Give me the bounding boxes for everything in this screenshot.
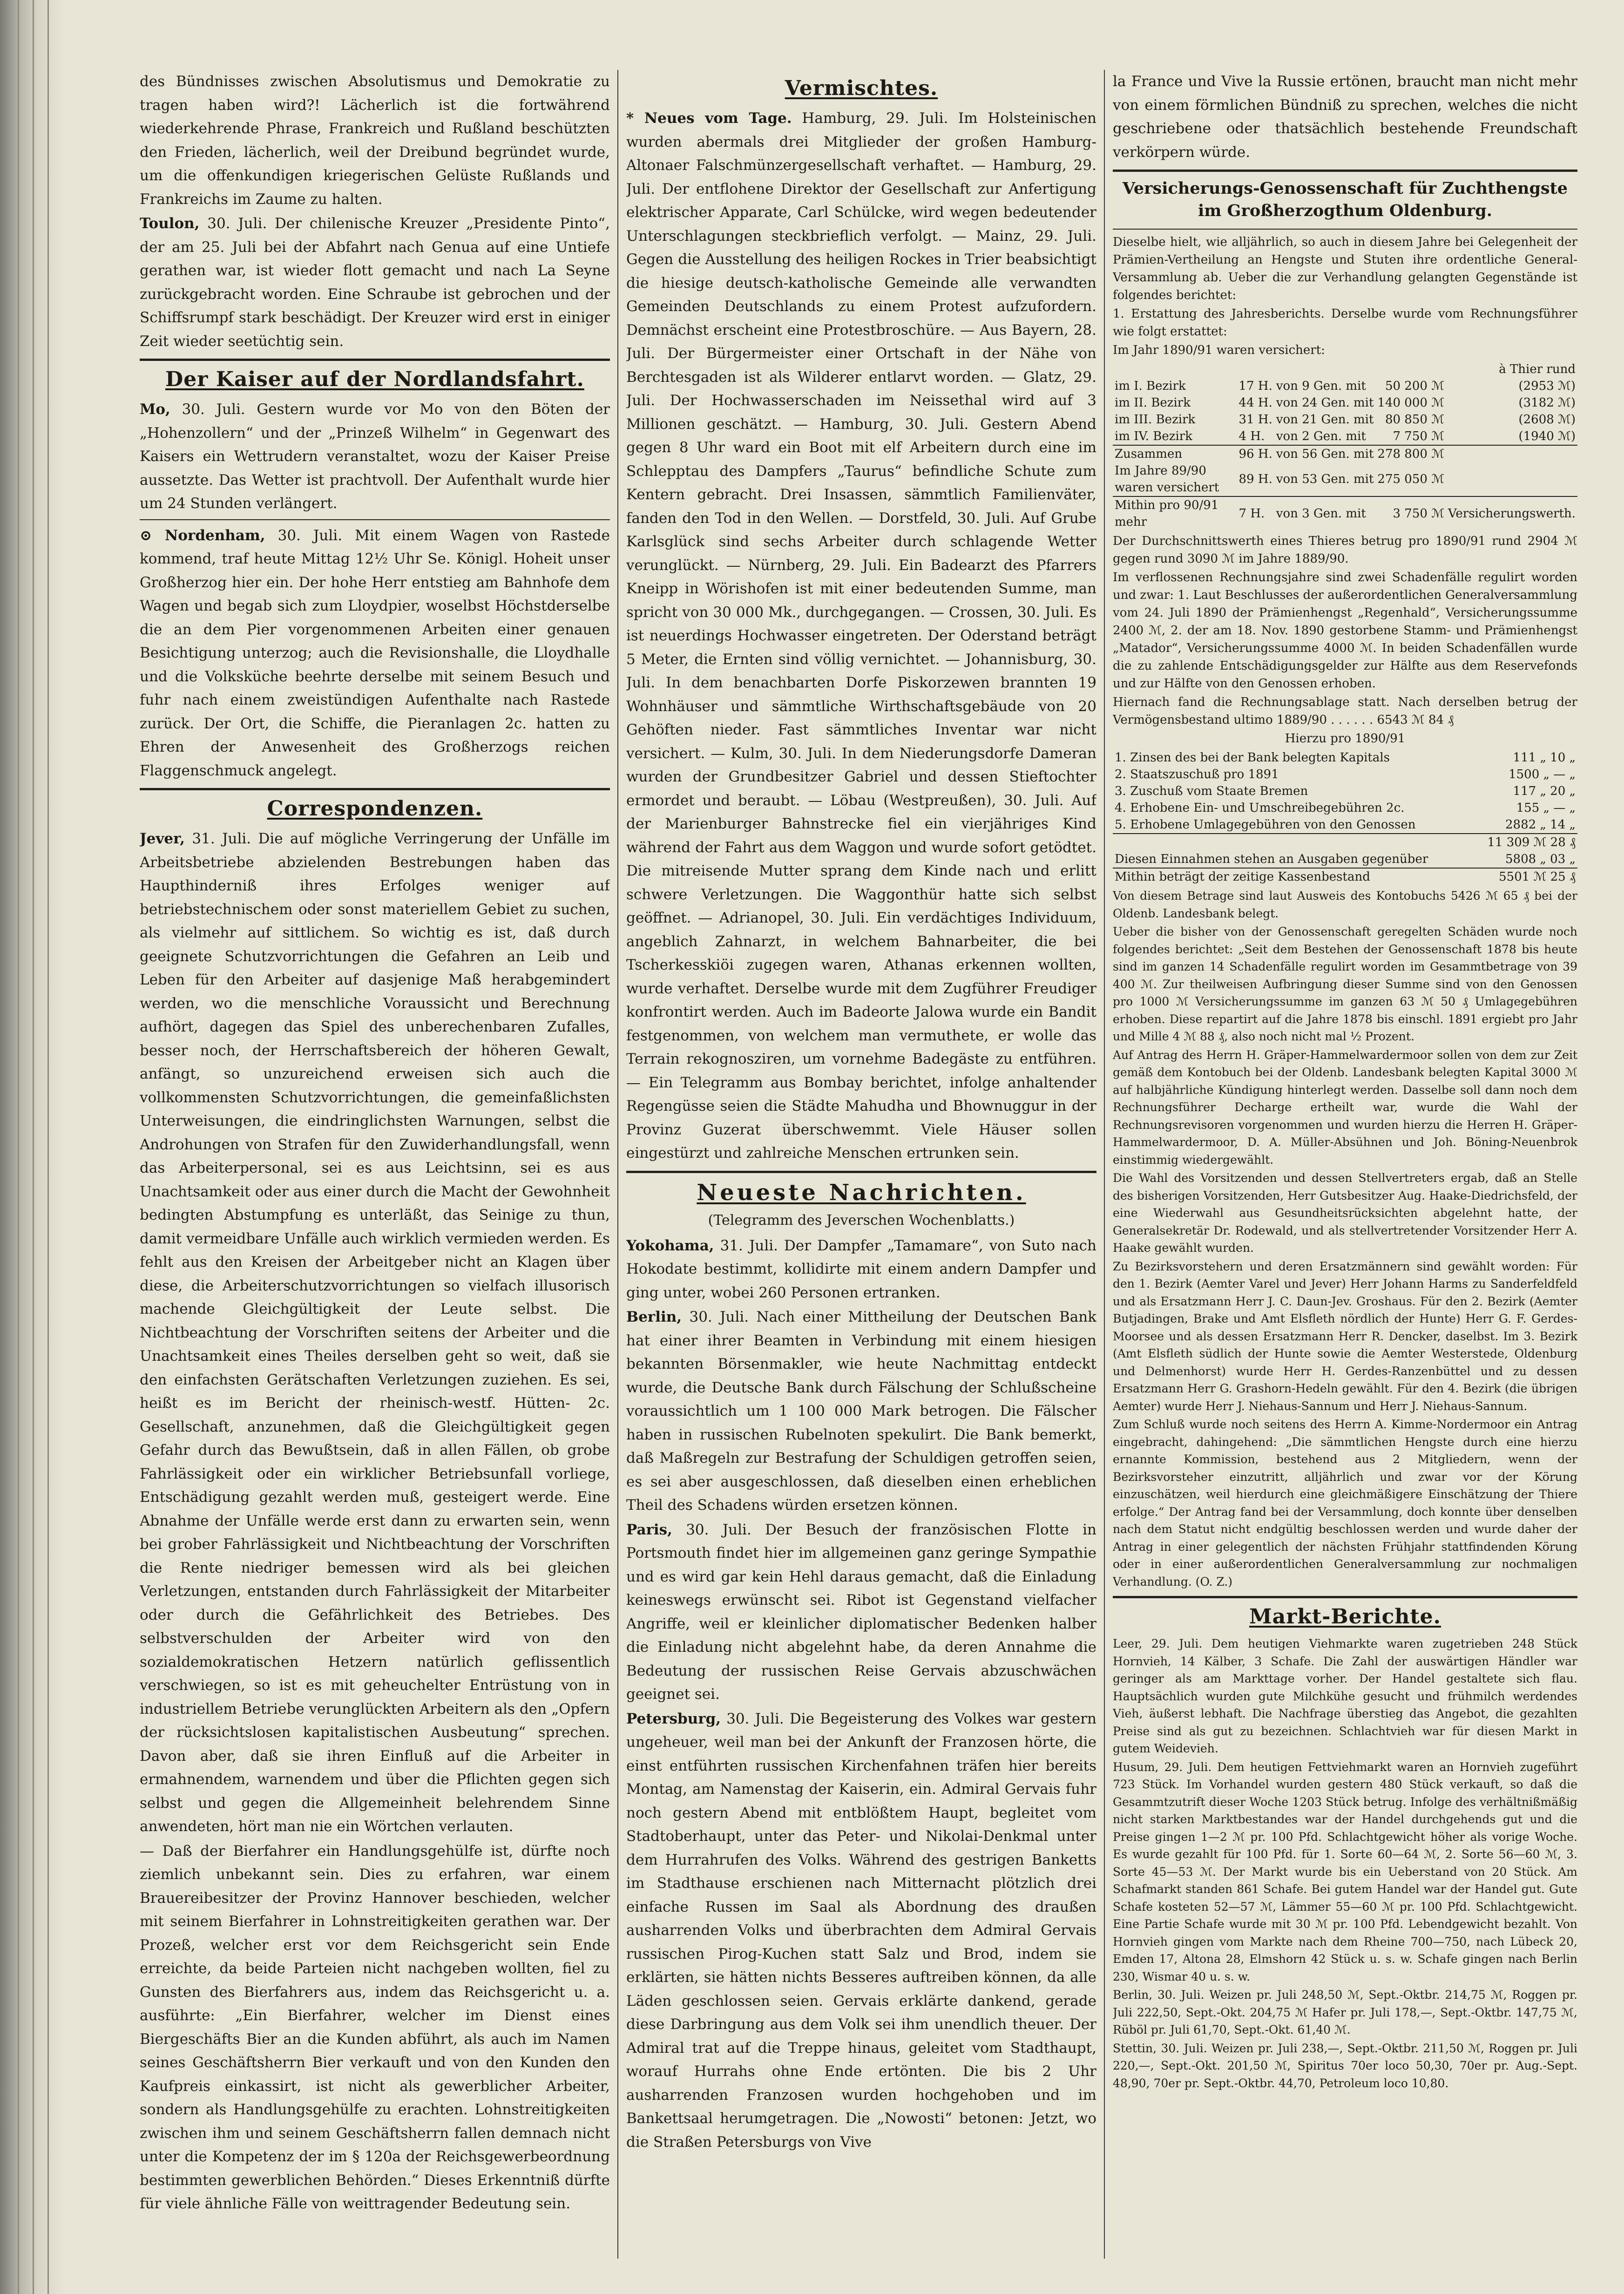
article-text: Hamburg, 29. Juli. Im Holsteinischen wurden abermals drei Mitglieder der großen Hamburg-Altonaer Falschmünzergesellschaft verhaftet. — Hamburg, 29. Juli. Der entflohene Direktor der Gesellschaft zur Anfertigung elektrischer Apparate, Carl Schülcke, wird wegen bedeutender Unterschlagungen steckbrieflich verfolgt. — Mainz, 29. Juli. Gegen die Ausstellung des heiligen Rockes in Trier beabsichtigt die hiesige deutsch-katholische Gemeinde alle verwandten Gemeinden Deutschlands zu einem Protest aufzufordern. Demnächst erscheint eine Protestbroschüre. — Aus Bayern, 28. Juli. Der Bürgermeister einer Ortschaft in der Nähe von Berchtesgaden ist als Wilderer entlarvt worden. — Glatz, 29. Juli. Der Hochwasserschaden im Neissethal wird auf 3 Millionen geschätzt. — Hamburg, 30. Juli. Gestern Abend gegen 8 Uhr ward ein Boot mit elf Arbeitern durch eine im Schlepptau des Dampfers „Taurus“ befindliche Schute zum Kentern gebracht. Drei Insassen, sämmtlich Familienväter, fanden den Tod in den Wellen. — Dorstfeld, 30. Juli. Auf Grube Karlsglück sind sechs Arbeiter durch schlagende Wetter verunglückt. — Nürnberg, 29. Juli. Ein Badearzt des Pfarrers Kneipp in Wörishofen ist mit einer bedeutenden Summe, man spricht von 30 000 Mk., durchgegangen. — Crossen, 30. Juli. Es ist neuerdings Hochwasser eingetreten. Der Oderstand beträgt 5 Meter, die Ernten sind völlig vernichtet. — Johannisburg, 30. Juli. In dem benachbarten Dorfe Piskorzewen brannten 19 Wohnhäuser und sämmtliche Wirthschaftsgebäude von 20 Gehöften nieder. Fast sämmtliches Inventar war nicht versichert. — Kulm, 30. Juli. In dem Niederungsdorfe Dameran wurden der Grundbesitzer Gabriel und dessen Stieftochter ermordet und beraubt. — Löbau (Westpreußen), 30. Juli. Auf der Marienburger Bahnstrecke fiel ein vierjähriges Kind während der Fahrt aus dem Waggon und wurde sofort getödtet. Die mitreisende Mutter sprang dem Kinde nach und erlitt schwere Verletzungen. Die Waggonthür hatte sich selbst geöffnet. — Adrianopel, 30. Juli. Ein verdächtiges Individuum, angeblich Zahnarzt, in welchem Bahnarbeiter, die bei Tscherkesskiöi zugegen waren, Athanas erkennen wollten, wurde verhaftet. Derselbe wurde mit dem Zugführer Freudiger konfrontirt werden. Auch im Badeorte Jalowa wurde ein Bandit festgenommen, von welchem man vermuthete, er wolle das Terrain rekognosziren, um vornehme Badegäste zu entführen. — Ein Telegramm aus Bombay berichtet, infolge anhaltender Regengüsse seien die Städte Mahudha und Bhownuggur in der Provinz Guzerat überschwemmt. Viele Häuser sollen eingestürzt und zahlreiche Menschen ertrunken sein. [626, 110, 1096, 1161]
table-row [1113, 766, 1577, 783]
column-middle [626, 70, 1096, 2259]
section-heading-correspondenzen: Correspondenzen. [267, 797, 483, 821]
table-row [1113, 816, 1577, 834]
table-row [1113, 428, 1577, 445]
divider [140, 359, 610, 361]
table-cell: 50 200 ℳ [1385, 379, 1444, 393]
divider [140, 519, 610, 520]
table-cell: 7 H. [1237, 496, 1274, 530]
table-cell: 89 H. [1238, 472, 1272, 486]
table-header: à Thier rund [1499, 362, 1576, 376]
article-petersburg [626, 1707, 1096, 2154]
table-row [1113, 411, 1577, 428]
dateline: Petersburg, [626, 1710, 721, 1727]
table-cell: 96 H. [1237, 445, 1274, 462]
market-report: Leer, 29. Juli. Dem heutigen Viehmarkte waren zugetrieben 248 Stück Hornvieh, 14 Kälber, 3 Schafe. Die Zahl der auswärtigen Händler war geringer als am Markttage vorher. Der Handel gestaltete sich flau. Hauptsächlich wurden gute Milchkühe gesucht und frühmilch werdendes Vieh, äußerst lebhaft. Die Nachfrage überstieg das Angebot, die gezahlten Preise sind als gut zu bezeichnen. Schlachtvieh war für diesen Markt in gutem Weidevieh. [1113, 1637, 1577, 1755]
article-paris [626, 1518, 1096, 1706]
table-cell: (3182 ℳ) [1518, 396, 1576, 410]
section-heading-versicherung: Versicherungs-Genossenschaft für Zuchthengste im Großherzogthum Oldenburg. [1122, 179, 1568, 220]
table-cell: 111 „ 10 „ [1513, 751, 1576, 765]
article-text: 30. Juli. Nach einer Mittheilung der Deutschen Bank hat einer ihrer Beamten in Verbindung mit einem hiesigen bekannten Börsenmakler, wie heute Nachmittag entdeckt wurde, die Deutsche Bank durch Fälschung der Schlußscheine voraussichtlich um 1 100 000 Mark betrogen. Die Fälscher haben in russischen Rubelnoten spekulirt. Die Bank bemerkt, daß Maßregeln zur Bestrafung der Schuldigen getroffen seien, es sei aber ausgeschlossen, daß dieselben einen erheblichen Theil des Schadens würden ersetzen können. [626, 1309, 1096, 1513]
article-text: 30. Juli. Der Besuch der französischen Flotte in Portsmouth findet hier im allgemeinen ganz geringe Sympathie und es wird gar kein Hehl daraus gemacht, daß die Einladung keineswegs erwünscht sei. Ribot ist Gegenstand vielfacher Angriffe, weil er kleinlicher diplomatischer Bedenken halber die Einladung nicht abgelehnt habe, da deren Annahme die Bedeutung der russischen Reise Gervais abzuschwächen geeignet sei. [626, 1521, 1096, 1703]
dateline: Mo, [140, 401, 170, 418]
article-text: 30. Juli. Der chilenische Kreuzer „Presidente Pinto“, der am 25. Juli bei der Abfahrt nach Genua auf eine Untiefe gerathen war, ist wieder flott gemacht und nach La Seyne zurückgebracht worden. Eine Schraube ist gebrochen und der Schiffsrumpf stark beschädigt. Der Kreuzer wird erst in einiger Zeit wieder seetüchtig sein. [140, 215, 610, 350]
section-heading-vermischtes: Vermischtes. [785, 76, 938, 100]
column-rule [1104, 70, 1105, 2259]
dateline: Jever, [140, 830, 185, 847]
binding-line [47, 0, 49, 2294]
table-cell: von 9 Gen. mit [1276, 379, 1366, 393]
table-cell: 7 750 ℳ [1393, 429, 1444, 443]
report-paragraph: Auf Antrag des Herrn H. Gräper-Hammelwardermoor sollen von dem zur Zeit gemäß dem Kontobuch bei der Oldenb. Landesbank belegten Kapital 3000 ℳ auf halbjährliche Kündigung hinterlegt werden. Dasselbe soll dann noch dem Rechnungsführer Decharge ertheilt war, wurde die Wahl der Rechnungsrevisoren vorgenommen und wurden hierzu die Herren H. Gräper-Hammelwardermoor, D. A. Müller-Absühnen und Joh. Böning-Neuenbrok einstimmig wiedergewählt. [1113, 1048, 1577, 1167]
binding-line [33, 0, 34, 2294]
article-toulon [140, 212, 610, 353]
section-heading-kaiser: Der Kaiser auf der Nordlandsfahrt. [165, 367, 584, 391]
table-cell: Diesen Einnahmen stehen an Ausgaben gegenüber [1115, 852, 1428, 866]
finance-table [1113, 749, 1577, 885]
article-intro: des Bündnisses zwischen Absolutismus und Demokratie zu tragen haben wird?! Lächerlich ist die fortwährend wiederkehrende Phrase, Frankreich und Rußland beschützten den Frieden, lächerlich, weil der Dreibund begründet wurde, um die offenkundigen kriegerischen Gelüste Rußlands und Frankreichs im Zaume zu halten. [140, 73, 610, 208]
table-cell: 31 H. [1238, 413, 1272, 427]
table-cell: 278 800 ℳ [1375, 445, 1446, 462]
table-cell: von 3 Gen. mit [1274, 496, 1376, 530]
table-cell: Im Jahre 89/90 waren versichert [1115, 464, 1219, 495]
table-row [1113, 851, 1577, 868]
section-heading-markt: Markt-Berichte. [1249, 1605, 1441, 1629]
divider [626, 1171, 1096, 1173]
report-paragraph: Zu Bezirksvorstehern und deren Ersatzmännern sind gewählt worden: Für den 1. Bezirk (Aemter Varel und Jever) Herr Johann Harms zu Sanderfeldfeld und als Ersatzmann Herr J. C. Daun-Jev. Groshaus. Für den 2. Bezirk (Aemter Butjadingen, Brake und Amt Elsfleth nördlich der Hunte) Herr G. F. Gerdes-Moorsee und als dessen Ersatzmann Herr R. Dencker, daselbst. Im 3. Bezirk (Amt Elsfleth südlich der Hunte sowie die Aemter Westerstede, Oldenburg und Delmenhorst) wurde Herr H. Gerdes-Ranzenbüttel und zu dessen Ersatzmann Herr G. Grashorn-Hedeln gewählt. Für den 4. Bezirk (die übrigen Aemter) wurde Herr J. Niehaus-Sannum und Herr J. Niehaus-Sannum. [1113, 1259, 1577, 1413]
table-cell: von 21 Gen. mit [1276, 413, 1374, 427]
table-row [1113, 394, 1577, 411]
table-cell: 80 850 ℳ [1385, 413, 1444, 427]
newspaper-page [140, 70, 1577, 2259]
market-report: Husum, 29. Juli. Dem heutigen Fettviehmarkt waren an Hornvieh zugeführt 723 Stück. Im Vorhandel wurden gestern 480 Stück verkauft, so daß die Gesammtzutrift dieser Woche 1203 Stück betrug. Infolge des verhältnißmäßig nicht starken Marktbestandes war der Handel durchgehends gut und die Preise gingen 1—2 ℳ pr. 100 Pfd. Schlachtgewicht höher als vorige Woche. Es wurde gezahlt für 100 Pfd. für 1. Sorte 60—64 ℳ, 2. Sorte 56—60 ℳ, 3. Sorte 45—53 ℳ. Der Markt wurde bis ein Ueberstand von 20 Stück. Am Schafmarkt standen 861 Schafe. Bei gutem Handel war der Handel gut. Gute Schafe kosteten 52—57 ℳ, Lämmer 55—60 ℳ pr. 100 Pfd. Schlachtgewicht. Eine Partie Schafe wurde mit 30 ℳ pr. 100 Pfd. Lebendgewicht bezahlt. Von Hornvieh gingen vom Markte nach dem Rheine 700—750, nach Lübeck 20, Emden 17, Altona 28, Elmshorn 42 Stück u. s. w. Schafe gingen nach Berlin 230, Wismar 40 u. s. w. [1113, 1760, 1577, 1983]
table-row-total [1113, 445, 1577, 462]
table-cell: 3 750 ℳ [1375, 496, 1446, 530]
article-text: 30. Juli. Gestern wurde vor Mo von den Böten der „Hohenzollern“ und der „Prinzeß Wilhelm“ in Gegenwart des Kaisers ein Wettrudern veranstaltet, wozu der Kaiser Preise aussetzte. Das Wetter ist prachtvoll. Der Aufenthalt wurde hier um 24 Stunden verlängert. [140, 401, 610, 512]
divider [140, 788, 610, 790]
table-row [1113, 462, 1577, 496]
market-report: Berlin, 30. Juli. Weizen pr. Juli 248,50 ℳ, Sept.-Oktbr. 214,75 ℳ, Roggen pr. Juli 222,50, Sept.-Okt. 204,75 ℳ Hafer pr. Juli 178,—, Sept.-Oktbr. 147,75 ℳ, Rüböl pr. Juli 61,70, Sept.-Okt. 61,40 ℳ. [1113, 1988, 1577, 2036]
report-paragraph: Dieselbe hielt, wie alljährlich, so auch in diesem Jahre bei Gelegenheit der Prämien-Vertheilung an Hengste und Stuten ihre ordentliche General-Versammlung ab. Ueber die zur Verhandlung gelangten Gegenstände ist folgendes berichtet: [1113, 235, 1577, 302]
article-text: 31. Juli. Die auf mögliche Verringerung der Unfälle im Arbeitsbetriebe abzielenden Bestrebungen haben das Haupthinderniß ihres Erfolges weniger auf betriebstechnischem oder sonst materiellem Gebiet zu suchen, als vielmehr auf sittlichem. So wichtig es ist, daß durch geeignete Schutzvorrichtungen die Gefahren an Leib und Leben für den Arbeiter auf dasjenige Maß herabgemindert werden, wo die menschliche Voraussicht und Berechnung aufhört, dagegen das Spiel des unberechenbaren Zufalles, besser noch, der Herrschaftsbereich der höheren Gewalt, anfängt, so unzureichend erweisen sich auch die vollkommensten Schutzvorrichtungen, die gemeinfaßlichsten Unterweisungen, die eindringlichsten Warnungen, selbst die Androhungen von Strafen für den Zuwiderhandlungsfall, wenn das Arbeiterpersonal, sei es aus Leichtsinn, sei es aus Unachtsamkeit oder aus einer durch die Macht der Gewohnheit bedingten Abstumpfung es unterläßt, das Seinige zu thun, damit vermeidbare Unfälle auch wirklich vermieden werden. Es fehlt aus den Kreisen der Arbeitgeber nicht an Klagen über diese, die Arbeiterschutzvorrichtungen so vielfach illusorisch machende Gleichgültigkeit der Leute selbst. Die Nichtbeachtung der Vorschriften seitens der Arbeiter und die Unachtsamkeit eines Theiles derselben geht so weit, daß sie den einfachsten Gerätschaften Verletzungen zuziehen. Es sei, heißt es im Bericht der rheinisch-westf. Hütten- 2c. Gesellschaft, anzunehmen, daß die Gleichgültigkeit gegen Gefahr durch das Bewußtsein, daß in allen Fällen, ob grobe Fahrlässigkeit oder ein wirklicher Betriebsunfall vorliege, Entschädigung gezahlt werden muß, gesteigert werde. Eine Abnahme der Unfälle werde erst dann zu erwarten sein, wenn bei grober Fahrlässigkeit und Nichtbeachtung der Vorschriften die Rente niedriger bemessen wird als bei gleichen Verletzungen, entstanden durch Fahrlässigkeit der Mitarbeiter oder durch die Gefährlichkeit des Betriebes. Des selbstverschulden der Arbeiter wird von den sozialdemokratischen Hetzern natürlich geflissentlich verschwiegen, so ist es mit geheuchelter Entrüstung von in industriellem Betriebe verunglückten Arbeitern als den „Opfern der rücksichtslosen kapitalistischen Ausbeutung“ sprechen. Davon aber, daß sie ihren Einfluß auf die Arbeiter in ermahnendem, warnendem und über die Pflichten gegen sich selbst und gegen die Allgemeinheit belehrendem Sinne anwendeten, hört man nie ein Wörtchen verlauten. [140, 830, 610, 1835]
report-paragraph: Zum Schluß wurde noch seitens des Herrn A. Kimme-Nordermoor ein Antrag eingebracht, dahingehend: „Die sämmtlichen Hengste durch eine hierzu ernannte Kommission, bestehend aus 2 Mitgliedern, wenn der Bezirksvorsteher einzutritt, alljährlich und zwar vor der Körung einzuschätzen, weil hierdurch eine gleichmäßigere Einschätzung der Thiere erfolge.“ Der Antrag fand bei der Versammlung, doch konnte über denselben nach dem Statut nicht endgültig beschlossen werden und wurde daher der Antrag in einer gelegentlich der nächsten Frühjahr stattfindenden Körung oder in einer außerordentlichen Generalversammlung zur nochmaligen Verhandlung. (O. Z.) [1113, 1418, 1577, 1588]
table-cell: 17 H. [1238, 379, 1272, 393]
table-cell: 117 „ 20 „ [1513, 784, 1576, 798]
table-cell: 4. Erhobene Ein- und Umschreibegebühren 2c. [1115, 801, 1405, 815]
dateline: Toulon, [140, 215, 200, 232]
table-cell: 155 „ — „ [1516, 801, 1576, 815]
divider [1113, 170, 1577, 172]
report-paragraph: 1. Erstattung des Jahresberichts. Derselbe wurde vom Rechnungsführer wie folgt erstattet: [1113, 307, 1577, 339]
table-cell: 3. Zuschuß vom Staate Bremen [1115, 784, 1308, 798]
report-paragraph: Der Durchschnittswerth eines Thieres betrug pro 1890/91 rund 2904 ℳ gegen rund 3090 ℳ im Jahre 1889/90. [1113, 534, 1577, 566]
table-cell: im IV. Bezirk [1115, 429, 1192, 443]
divider [1113, 229, 1577, 230]
article-jever [140, 827, 610, 1839]
report-paragraph: Hiernach fand die Rechnungsablage statt. Nach derselben betrug der Vermögensbestand ultimo 1889/90 . . . . . . 6543 ℳ 84 ₰ [1113, 695, 1577, 727]
article-yokohama [626, 1234, 1096, 1305]
table-cell: Mithin beträgt der zeitige Kassenbestand [1113, 868, 1473, 885]
article-nordenham [140, 524, 610, 783]
dateline: * Neues vom Tage. [626, 110, 792, 127]
table-cell: von 56 Gen. mit [1274, 445, 1376, 462]
article-continuation: la France und Vive la Russie ertönen, braucht man nicht mehr von einem förmlichen Bündniß zu sprechen, welches die nicht geschriebene oder thatsächlich bestehende Freundschaft verkörpern würde. [1113, 73, 1577, 161]
article-neues-vom-tage [626, 107, 1096, 1165]
dateline: Yokohama, [626, 1237, 714, 1254]
report-paragraph: Im verflossenen Rechnungsjahre sind zwei Schadenfälle regulirt worden und zwar: 1. Laut Beschlusses der außerordentlichen Generalversammlung vom 24. Juli 1890 der Prämienhengst „Regenhald“, Versicherungssumme 2400 ℳ, 2. der am 18. Nov. 1890 gestorbene Stamm- und Prämienhengst „Matador“, Versicherungssumme 4000 ℳ. In beiden Schadenfällen wurde die zu zahlende Entschädigungsgelder zur Hälfte aus dem Reservefonds und zur Hälfte von den Genossen erhoben. [1113, 570, 1577, 691]
table-row [1113, 868, 1577, 885]
table-cell: 5. Erhobene Umlagegebühren von den Genossen [1115, 818, 1416, 832]
article-bierfahrer: — Daß der Bierfahrer ein Handlungsgehülfe ist, dürfte noch ziemlich unbekannt sein. Dies zu erfahren, war einem Brauereibesitzer der Provinz Hannover beschieden, welcher mit seinem Bierfahrer in Lohnstreitigkeiten gerathen war. Der Prozeß, welcher erst vor dem Reichsgericht sein Ende erreichte, da beide Parteien nicht nachgeben wollten, fiel zu Gunsten des Bierfahrers aus, indem das Reichsgericht u. a. ausführte: „Ein Bierfahrer, welcher im Dienst eines Biergeschäfts Bier an die Kunden abführt, als auch im Namen seines Geschäftsherrn Bier verkauft und von den Kunden den Kaufpreis einkassirt, ist nicht als gewerblicher Arbeiter, sondern als Handlungsgehülfe zu erachten. Lohnstreitigkeiten zwischen ihm und seinem Geschäftsherrn fallen demnach nicht unter die Kompetenz der im § 120a der Reichsgewerbeordnung bestimmten gewerblichen Behörden.“ Dieses Erkenntniß dürfte für viele ähnliche Fälle von weittragender Bedeutung sein. [140, 1842, 610, 2212]
article-text: 30. Juli. Mit einem Wagen von Rastede kommend, traf heute Mittag 12½ Uhr Se. Königl. Hoheit unser Großherzog hier ein. Der hohe Herr entstieg am Bahnhofe dem Wagen und begab sich zum Lloydpier, woselbst Höchstderselbe die an dem Pier vorgenommenen Arbeiten einer genauen Besichtigung unterzog; auch die Revisionshalle, die Lloydhalle und die Volksküche beehrte derselbe mit seinem Besuch und fuhr nach einem zweistündigen Aufenthalte nach Rastede zurück. Der Ort, die Schiffe, die Pieranlagen 2c. hatten zu Ehren der Anwesenheit des Großherzogs reichen Flaggenschmuck angelegt. [140, 527, 610, 779]
table-cell: von 2 Gen. mit [1276, 429, 1366, 443]
table-cell: 11 309 ℳ 28 ₰ [1473, 834, 1577, 851]
report-paragraph: Im Jahr 1890/91 waren versichert: [1113, 343, 1325, 357]
report-paragraph: Die Wahl des Vorsitzenden und dessen Stellvertreters ergab, daß an Stelle des bisherigen Vorsitzenden, Herr Gutsbesitzer Aug. Haake-Diedrichsfeld, der eine Wiederwahl aus Gesundheitsrücksichten abgelehnt hatte, der Generalsekretär Dr. Rodewald, und als stellvertretender Vorsitzender Herr A. Haake gewählt wurden. [1113, 1171, 1577, 1255]
article-text: 30. Juli. Die Begeisterung des Volkes war gestern ungeheuer, weil man bei der Ankunft der Franzosen hörte, die einst entführten russischen Kirchenfahnen träfen hier bereits Montag, am Namenstag der Kaiserin, ein. Admiral Gervais fuhr noch gestern Abend mit entblößtem Haupt, begleitet vom Stadtoberhaupt, unter das Peter- und Nikolai-Denkmal unter dem Hurrahrufen des Volks. Während des gestrigen Banketts im Stadthause erschienen nach Mitternacht plötzlich drei einfache Russen im Saal als Abordnung des draußen ausharrenden Volks und überbrachten dem Admiral Gervais russischen Pirog-Kuchen statt Salz und Brod, indem sie erklärten, sie hätten nichts Besseres auftreiben können, da alle Läden geschlossen seien. Gervais erklärte dankend, gerade diese Darbringung aus dem Volk sei ihm unendlich theuer. Der Admiral trat auf die Treppe hinaus, geleitet vom Stadthaupt, worauf Hurrahs ohne Ende ertönten. Die bis 2 Uhr ausharrenden Franzosen wurden hochgehoben und im Bankettsaal herumgetragen. Die „Nowosti“ betonen: Jetzt, wo die Straßen Petersburgs von Vive [626, 1710, 1096, 2151]
table-cell: (2608 ℳ) [1518, 413, 1576, 427]
table-cell: 2. Staatszuschuß pro 1891 [1115, 767, 1279, 781]
article-berlin [626, 1305, 1096, 1517]
table-cell: 140 000 ℳ [1377, 396, 1444, 410]
column-rule [617, 70, 618, 2259]
table-cell: 275 050 ℳ [1377, 472, 1444, 486]
table-cell: Mithin pro 90/91 mehr [1113, 496, 1237, 530]
table-cell: Zusammen [1113, 445, 1237, 462]
table-row-total [1113, 834, 1577, 851]
column-left [140, 70, 610, 2259]
section-subheading: (Telegramm des Jeverschen Wochenblatts.) [708, 1212, 1015, 1228]
table-row [1113, 783, 1577, 800]
table-cell: 5808 „ 03 „ [1505, 852, 1576, 866]
table-cell: von 53 Gen. mit [1276, 472, 1374, 486]
table-cell: (1940 ℳ) [1518, 429, 1576, 443]
table-cell: im II. Bezirk [1115, 396, 1191, 410]
divider [1113, 1596, 1577, 1598]
table-cell: (2953 ℳ) [1518, 379, 1576, 393]
table-cell: im I. Bezirk [1115, 379, 1186, 393]
table-cell: 5501 ℳ 25 ₰ [1473, 868, 1577, 885]
report-paragraph: Ueber die bisher von der Genossenschaft geregelten Schäden wurde noch folgendes berichtet: „Seit dem Bestehen der Genossenschaft 1878 bis heute sind im ganzen 14 Schadenfälle regulirt worden im Gesammtbetrage von 39 400 ℳ. Zur theilweisen Aufbringung dieser Summe sind von den Genossen pro 1000 ℳ Versicherungssumme im ganzen 63 ℳ 50 ₰ Umlagegebühren erhoben. Diese repartirt auf die Jahre 1878 bis einschl. 1891 ergiebt pro Jahr und Mille 4 ℳ 88 ₰, also noch nicht mal ½ Prozent. [1113, 925, 1577, 1043]
market-report: Stettin, 30. Juli. Weizen pr. Juli 238,—, Sept.-Oktbr. 211,50 ℳ, Roggen pr. Juli 220,—, Sept.-Okt. 201,50 ℳ, Spiritus 70er loco 50,30, 70er pr. Aug.-Sept. 48,90, 70er pr. Sept.-Oktbr. 44,70, Petroleum loco 10,80. [1113, 2041, 1577, 2090]
table-cell: im III. Bezirk [1115, 413, 1196, 427]
table-cell: Versicherungswerth. [1446, 496, 1577, 530]
table-cell: von 24 Gen. mit [1276, 396, 1374, 410]
binding-line [18, 0, 19, 2294]
insurance-table [1113, 361, 1577, 530]
column-right [1113, 70, 1577, 2259]
table-cell: 44 H. [1238, 396, 1272, 410]
table-cell: 1. Zinsen des bei der Bank belegten Kapitals [1115, 751, 1390, 765]
article-text: 31. Juli. Der Dampfer „Tamamare“, von Suto nach Hokodate bestimmt, kollidirte mit einem andern Dampfer und ging unter, wobei 260 Personen ertranken. [626, 1237, 1096, 1301]
dateline: ⊙ Nordenham, [140, 527, 265, 544]
table-row [1113, 749, 1577, 766]
dateline: Paris, [626, 1521, 672, 1538]
section-heading-neueste: Neueste Nachrichten. [697, 1179, 1026, 1206]
report-paragraph: Von diesem Betrage sind laut Ausweis des Kontobuchs 5426 ℳ 65 ₰ bei der Oldenb. Landesbank belegt. [1113, 889, 1577, 920]
dateline: Berlin, [626, 1309, 682, 1325]
table-row [1113, 378, 1577, 394]
table-row [1113, 800, 1577, 816]
table-row [1113, 496, 1577, 530]
table-caption: Hierzu pro 1890/91 [1285, 732, 1406, 746]
table-cell: 4 H. [1238, 429, 1265, 443]
table-cell: 1500 „ — „ [1509, 767, 1576, 781]
table-cell: 2882 „ 14 „ [1505, 818, 1576, 832]
article-mo [140, 398, 610, 516]
